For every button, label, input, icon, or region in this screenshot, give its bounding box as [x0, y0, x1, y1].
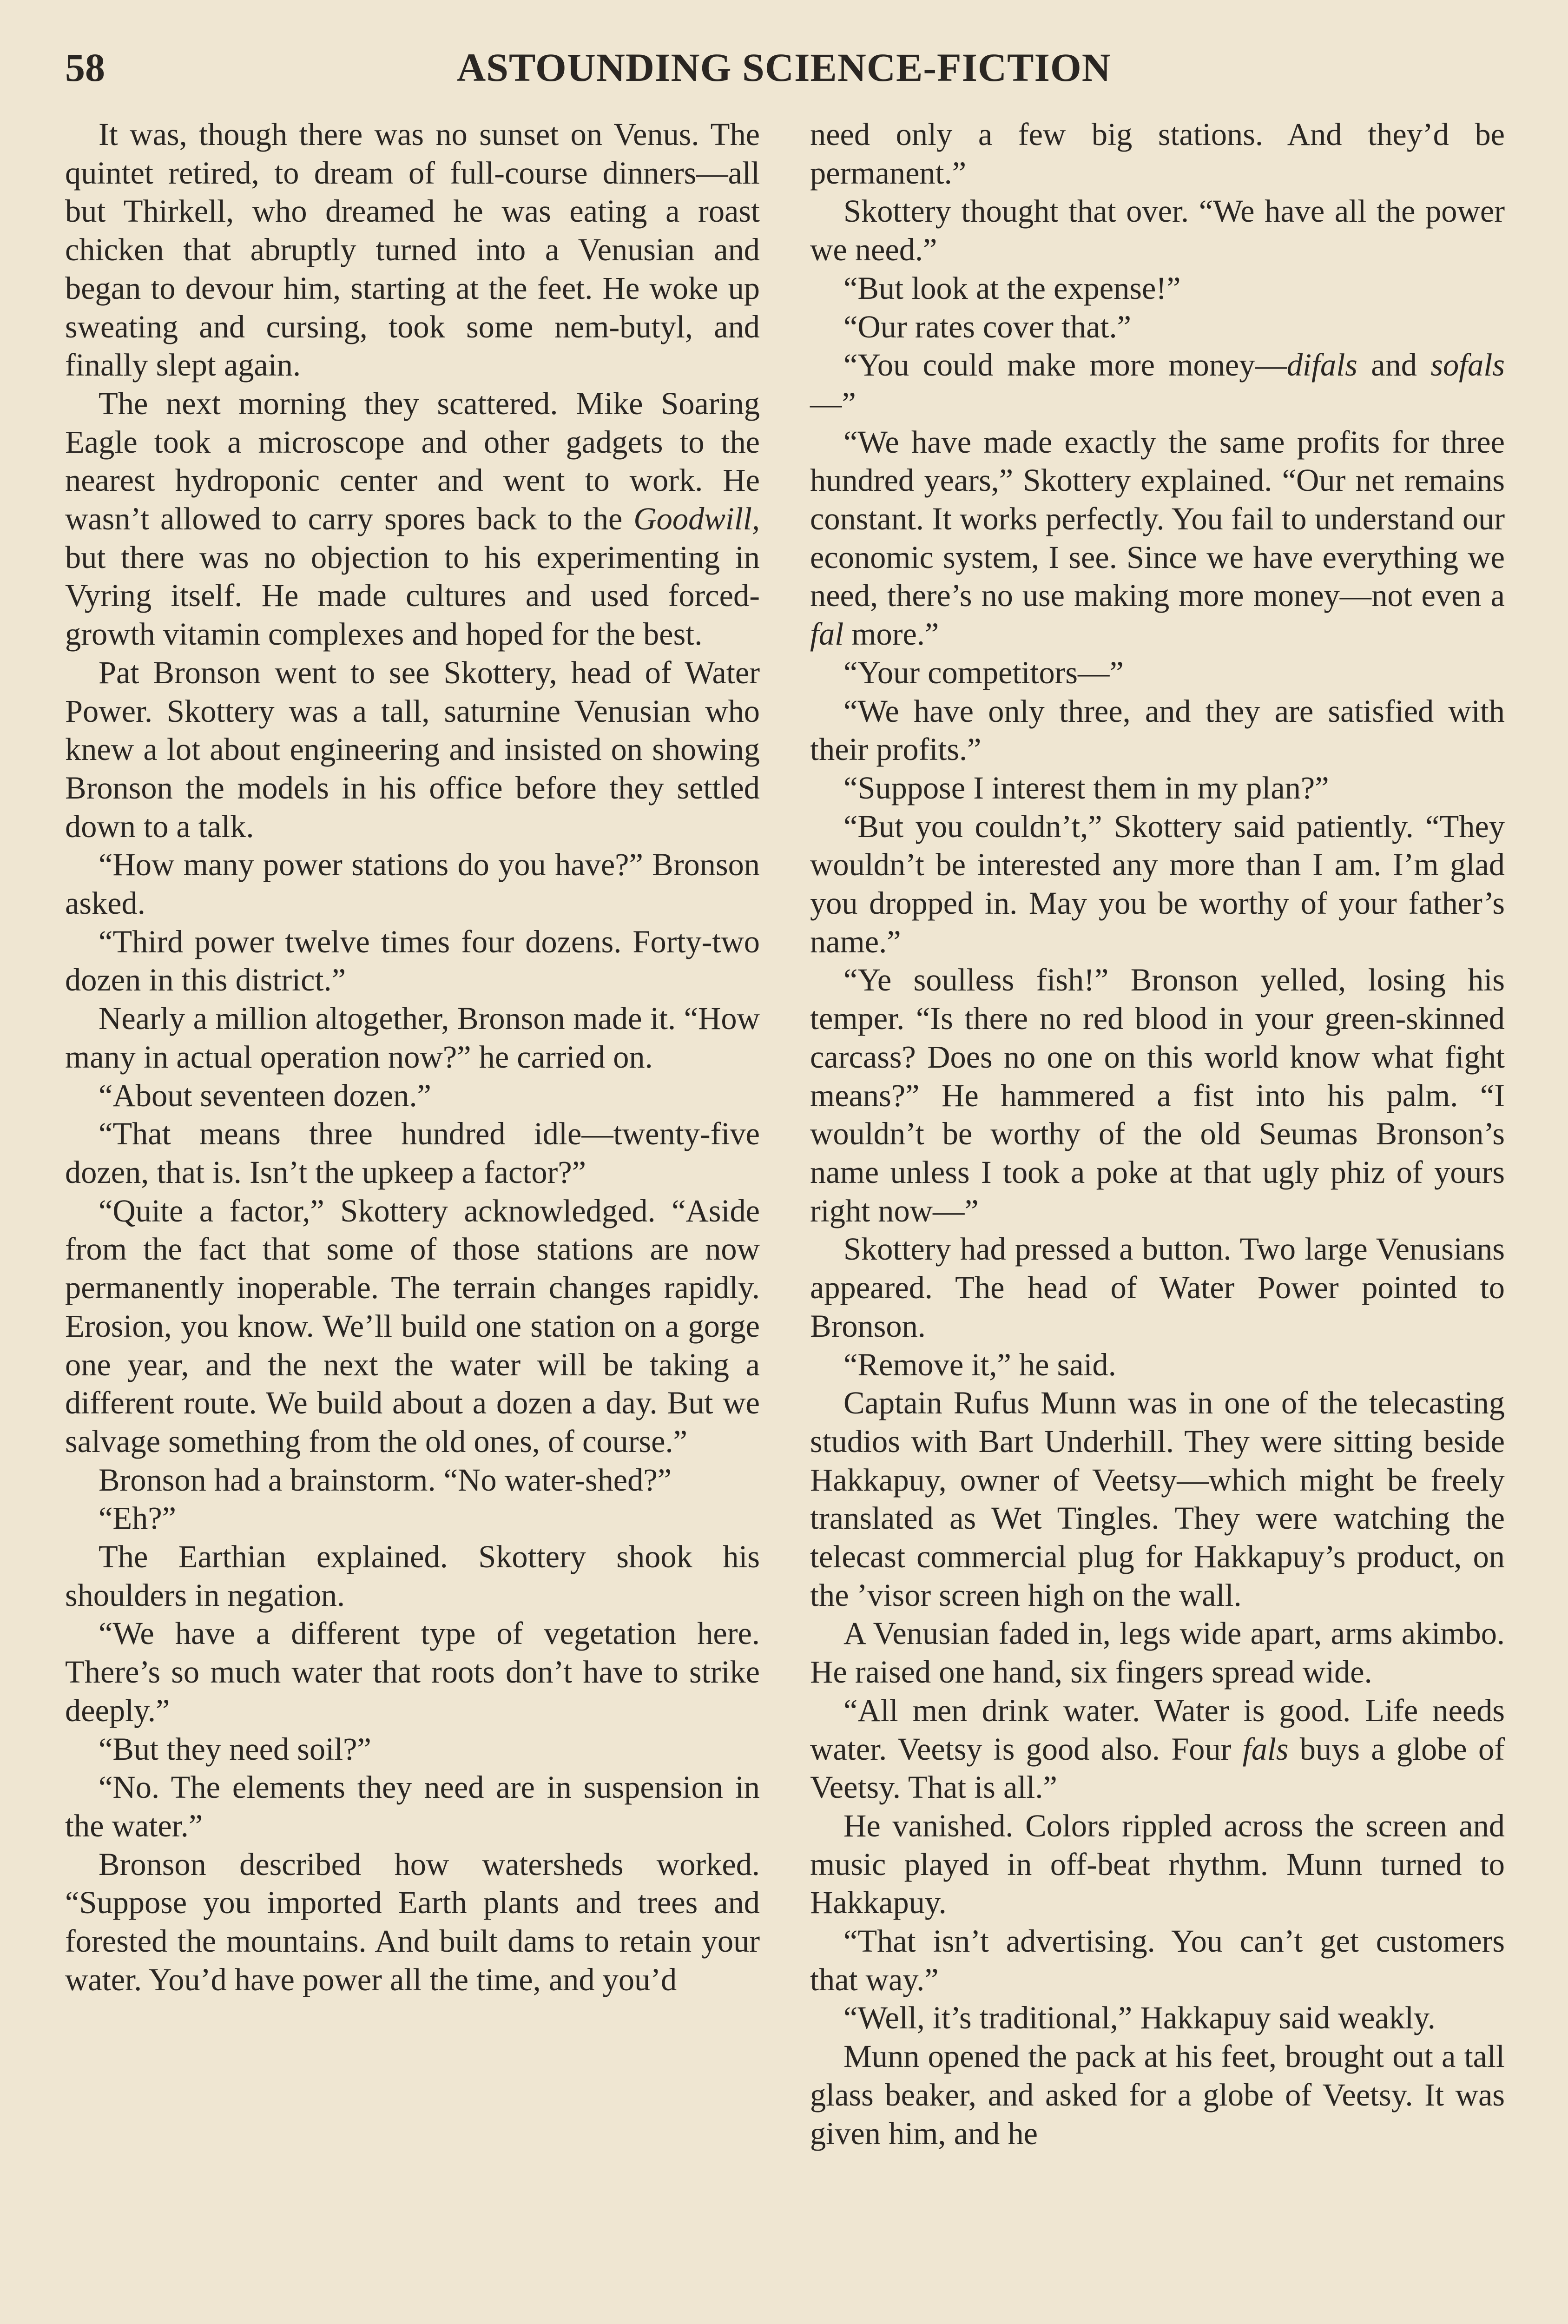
paragraph	[65, 1768, 760, 1845]
text-run: The Earthian explained. Skottery shook his shoulders in negation.	[65, 1539, 760, 1613]
paragraph	[65, 1845, 760, 1999]
text-run: “Remove it,” he said.	[843, 1347, 1116, 1382]
left-column	[65, 115, 760, 1999]
paragraph	[810, 346, 1505, 423]
italic-text: sofals	[1430, 347, 1505, 383]
text-run: “How many power stations do you have?” Bronson asked.	[65, 847, 760, 921]
text-run: “Our rates cover that.”	[843, 309, 1131, 344]
text-run: “All men drink water. Water is good. Life needs water. Veetsy is good also. Four	[810, 1692, 1505, 1767]
text-run: “But look at the expense!”	[843, 270, 1181, 306]
text-run: Skottery thought that over. “We have all the power we need.”	[810, 193, 1505, 268]
text-run: “Third power twelve times four dozens. Forty-two dozen in this district.”	[65, 924, 760, 998]
italic-text: difals	[1286, 347, 1357, 383]
paragraph	[65, 923, 760, 999]
paragraph	[65, 999, 760, 1076]
italic-text: fal	[810, 616, 844, 652]
text-run: more.”	[843, 616, 939, 652]
text-run: “We have made exactly the same profits for three hundred years,” Skottery explained. “Our net remains constant. It works perfectly. You fail to understand our economic system, I see. Since we have everything we need, there’s no use making more money—not even a	[810, 424, 1505, 614]
paragraph	[810, 1999, 1505, 2037]
paragraph	[65, 1461, 760, 1499]
paragraph	[810, 1614, 1505, 1691]
text-run: Captain Rufus Munn was in one of the telecasting studios with Bart Underhill. They were sitting beside Hakkapuy, owner of Veetsy—which might be freely translated as Wet Tingles. They were watching the telecast commercial plug for Hakkapuy’s product, on the ’visor screen high on the wall.	[810, 1385, 1505, 1613]
text-run: He vanished. Colors rippled across the screen and music played in off-beat rhythm. Munn turned to Hakkapuy.	[810, 1808, 1505, 1921]
running-head: ASTOUNDING SCIENCE-FICTION	[457, 45, 1111, 90]
text-run: and	[1357, 347, 1431, 383]
text-run: “About seventeen dozen.”	[99, 1077, 431, 1113]
text-run: It was, though there was no sunset on Venus. The quintet retired, to dream of full-course dinners—all but Thirkell, who dreamed he was eating a roast chicken that abruptly turned into a Venusian and began to devour him, starting at the feet. He woke up sweating and cursing, took some nem-butyl, and finally slept again.	[65, 117, 760, 383]
page-number: 58	[65, 45, 105, 90]
paragraph	[65, 845, 760, 922]
paragraph	[810, 423, 1505, 654]
paragraph	[65, 1538, 760, 1614]
paragraph	[65, 1614, 760, 1730]
paragraph	[810, 308, 1505, 346]
text-run: but there was no objection to his experimenting in Vyring itself. He made cultures and used forced-growth vitamin complexes and hoped for the best.	[65, 539, 760, 652]
text-run: “No. The elements they need are in suspension in the water.”	[65, 1769, 760, 1843]
text-run: “We have only three, and they are satisfied with their profits.”	[810, 693, 1505, 767]
paragraph	[810, 115, 1505, 192]
paragraph	[810, 269, 1505, 308]
text-run: A Venusian faded in, legs wide apart, arms akimbo. He raised one hand, six fingers spread wide.	[810, 1616, 1505, 1690]
text-run: “Eh?”	[99, 1500, 177, 1536]
text-run: Bronson described how watersheds worked. “Suppose you imported Earth plants and trees and forested the mountains. And built dams to retain your water. You’d have power all the time, and you’d	[65, 1846, 760, 1997]
paragraph	[65, 1192, 760, 1461]
text-run: “That means three hundred idle—twenty-five dozen, that is. Isn’t the upkeep a factor?”	[65, 1116, 760, 1190]
text-run: Nearly a million altogether, Bronson made it. “How many in actual operation now?” he carried on.	[65, 1001, 760, 1075]
text-run: “Quite a factor,” Skottery acknowledged. “Aside from the fact that some of those stations are now permanently inoperable. The terrain changes rapidly. Erosion, you know. We’ll build one station on a gorge one year, and the next the water will be taking a different route. We build about a dozen a day. But we salvage something from the old ones, of course.”	[65, 1193, 760, 1459]
paragraph	[810, 807, 1505, 961]
paragraph	[65, 1076, 760, 1115]
text-run: “That isn’t advertising. You can’t get customers that way.”	[810, 1923, 1505, 1997]
text-run: “Well, it’s traditional,” Hakkapuy said weakly.	[843, 2000, 1436, 2036]
paragraph	[65, 1499, 760, 1538]
paragraph	[810, 692, 1505, 769]
text-run: “You could make more money—	[843, 347, 1287, 383]
paragraph	[810, 1691, 1505, 1807]
paragraph	[810, 1807, 1505, 1922]
paragraph	[810, 961, 1505, 1230]
text-run: Pat Bronson went to see Skottery, head of Water Power. Skottery was a tall, saturnine Venusian who knew a lot about engineering and insisted on showing Bronson the models in his office before they settled down to a talk.	[65, 654, 760, 844]
paragraph	[65, 1730, 760, 1769]
paragraph	[810, 1922, 1505, 1999]
paragraph	[810, 192, 1505, 269]
paragraph	[810, 1346, 1505, 1384]
paragraph	[810, 1230, 1505, 1345]
text-run: Bronson had a brainstorm. “No water-shed?”	[99, 1462, 672, 1498]
paragraph	[65, 384, 760, 654]
text-run: —”	[810, 385, 856, 421]
text-run: “But they need soil?”	[99, 1731, 371, 1767]
paragraph	[65, 115, 760, 384]
text-run: “We have a different type of vegetation here. There’s so much water that roots don’t have to strike deeply.”	[65, 1616, 760, 1728]
text-run: “Your competitors—”	[843, 654, 1124, 690]
text-run: “Suppose I interest them in my plan?”	[843, 770, 1329, 805]
paragraph	[810, 2037, 1505, 2152]
italic-text: fals	[1242, 1731, 1289, 1767]
text-run: Munn opened the pack at his feet, brought out a tall glass beaker, and asked for a globe of Veetsy. It was given him, and he	[810, 2039, 1505, 2151]
text-run: buys a globe of Veetsy. That is all.”	[810, 1731, 1505, 1805]
paragraph	[810, 654, 1505, 692]
text-run: Skottery had pressed a button. Two large Venusians appeared. The head of Water Power pointed to Bronson.	[810, 1231, 1505, 1344]
text-run: need only a few big stations. And they’d be permanent.”	[810, 117, 1505, 191]
italic-text: Goodwill,	[633, 501, 760, 537]
text-run: The next morning they scattered. Mike Soaring Eagle took a microscope and other gadgets to the nearest hydroponic center and went to work. He wasn’t allowed to carry spores back to the	[65, 385, 760, 537]
paragraph	[810, 1384, 1505, 1614]
paragraph	[65, 654, 760, 846]
text-run: “But you couldn’t,” Skottery said patiently. “They wouldn’t be interested any more than I am. I’m glad you dropped in. May you be worthy of your father’s name.”	[810, 808, 1505, 959]
paragraph	[65, 1115, 760, 1191]
paragraph	[810, 769, 1505, 807]
right-column	[810, 115, 1505, 2152]
text-run: “Ye soulless fish!” Bronson yelled, losing his temper. “Is there no red blood in your green-skinned carcass? Does no one on this world know what fight means?” He hammered a fist into his palm. “I wouldn’t be worthy of the old Seumas Bronson’s name unless I took a poke at that ugly phiz of yours right now—”	[810, 962, 1505, 1228]
